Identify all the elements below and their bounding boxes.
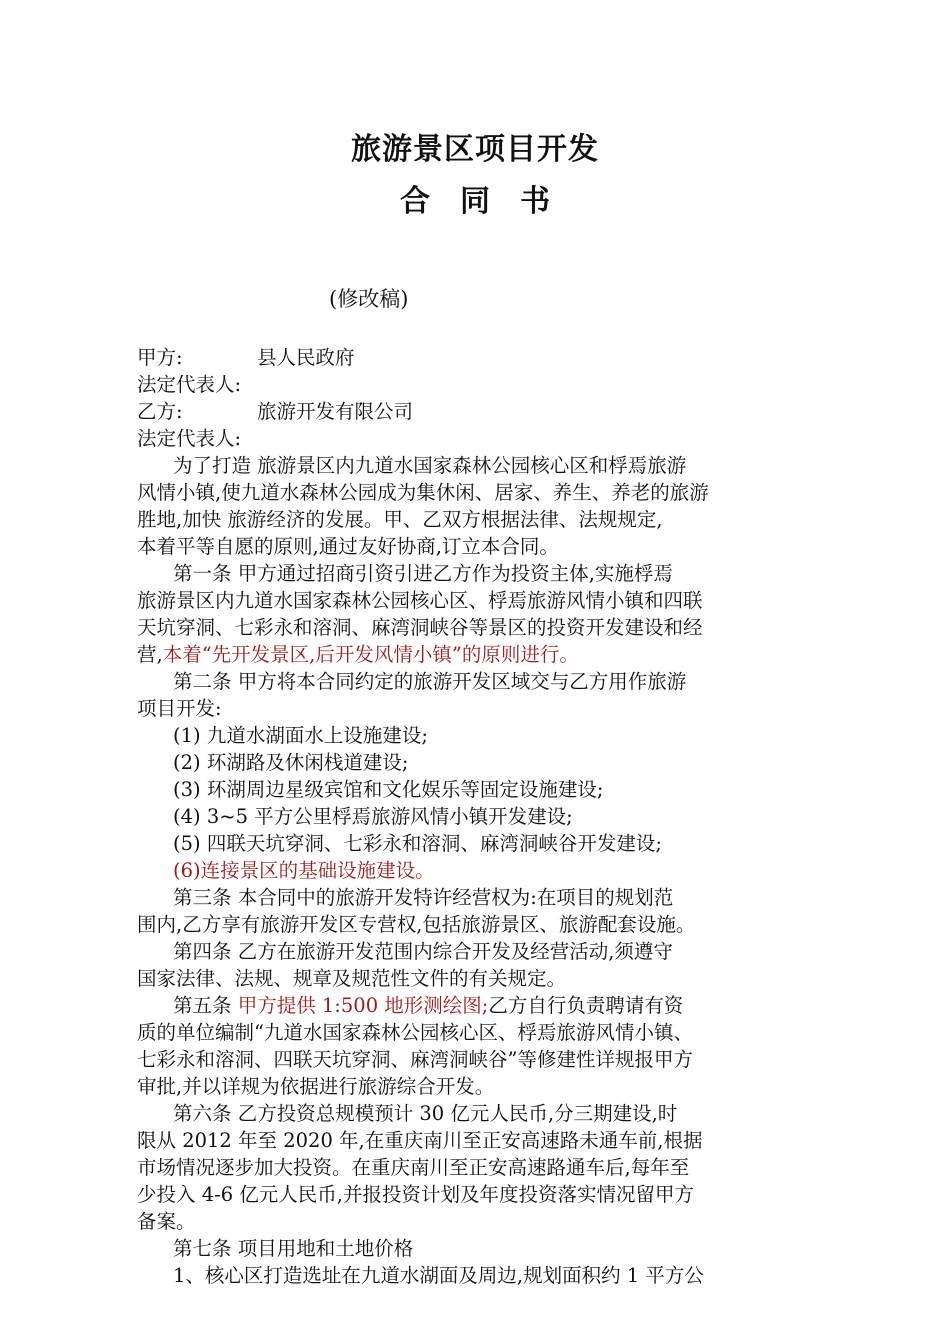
- article-3-line: 第三条 本合同中的旅游开发特许经营权为:在项目的规划范: [173, 886, 674, 909]
- document-title: 旅游景区项目开发: [351, 132, 599, 167]
- article-5-heading: 第五条: [173, 994, 238, 1017]
- party-b-line: [137, 398, 823, 425]
- preamble-line: 风情小镇,使九道水森林公园成为集休闲、居家、养生、养老的旅游: [137, 481, 709, 504]
- article-6-line: 少投入 4-6 亿元人民币,并报投资计划及年度投资落实情况留甲方: [137, 1183, 694, 1206]
- article-6-line: 第六条 乙方投资总规模预计 30 亿元人民币,分三期建设,时: [173, 1102, 678, 1125]
- party-b-label: 乙方:: [137, 400, 183, 423]
- article-1-text: 营,: [137, 643, 163, 666]
- party-a-value: 县人民政府: [257, 346, 355, 369]
- article-5-text: 乙方自行负责聘请有资: [488, 994, 684, 1017]
- document-subtitle: 合同书: [400, 184, 580, 219]
- article-1-highlight: 本着“先开发景区,后开发风情小镇”的原则进行。: [162, 643, 579, 666]
- article-2-item: (1) 九道水湖面水上设施建设;: [173, 724, 428, 747]
- contract-body: [137, 344, 823, 1289]
- legal-rep-a: 法定代表人:: [137, 373, 242, 396]
- article-2-item: (4) 3~5 平方公里桴焉旅游风情小镇开发建设;: [173, 805, 573, 828]
- article-7-line: 1、核心区打造选址在九道水湖面及周边,规划面积约 1 平方公: [173, 1264, 704, 1287]
- article-5-line: [137, 992, 823, 1019]
- party-a-line: [137, 344, 823, 371]
- article-4-line: 国家法律、法规、规章及规范性文件的有关规定。: [137, 967, 567, 990]
- article-5-highlight: 甲方提供 1:500 地形测绘图;: [237, 994, 489, 1017]
- preamble-line: 为了打造 旅游景区内九道水国家森林公园核心区和桴焉旅游: [173, 454, 687, 477]
- article-4-line: 第四条 乙方在旅游开发范围内综合开发及经营活动,须遵守: [173, 940, 673, 963]
- article-7-heading: 第七条 项目用地和土地价格: [173, 1237, 414, 1260]
- article-2-item: (2) 环湖路及休闲栈道建设;: [173, 751, 409, 774]
- article-1-line: 第一条 甲方通过招商引资引进乙方作为投资主体,实施桴焉: [173, 562, 673, 585]
- article-1-line: 天坑穿洞、七彩永和溶洞、麻湾洞峡谷等景区的投资开发建设和经: [137, 616, 703, 639]
- article-2-line: 项目开发:: [137, 697, 222, 720]
- article-6-line: 限从 2012 年至 2020 年,在重庆南川至正安高速路未通车前,根据: [137, 1129, 703, 1152]
- party-a-label: 甲方:: [137, 346, 183, 369]
- article-5-line: 七彩永和溶洞、四联天坑穿洞、麻湾洞峡谷”等修建性详规报甲方: [137, 1048, 693, 1071]
- draft-label: (修改稿): [329, 287, 409, 311]
- article-1-line: 旅游景区内九道水国家森林公园核心区、桴焉旅游风情小镇和四联: [137, 589, 703, 612]
- article-3-line: 围内,乙方享有旅游开发区专营权,包括旅游景区、旅游配套设施。: [137, 913, 696, 936]
- article-6-line: 备案。: [137, 1210, 196, 1233]
- article-2-item: (3) 环湖周边星级宾馆和文化娱乐等固定设施建设;: [173, 778, 604, 801]
- article-5-line: 审批,并以详规为依据进行旅游综合开发。: [137, 1075, 495, 1098]
- article-6-line: 市场情况逐步加大投资。在重庆南川至正安高速路通车后,每年至: [137, 1156, 690, 1179]
- preamble-line: 本着平等自愿的原则,通过友好协商,订立本合同。: [137, 535, 559, 558]
- article-2-line: 第二条 甲方将本合同约定的旅游开发区域交与乙方用作旅游: [173, 670, 687, 693]
- party-b-value: 旅游开发有限公司: [257, 400, 414, 423]
- article-2-item: (5) 四联天坑穿洞、七彩永和溶洞、麻湾洞峡谷开发建设;: [173, 832, 662, 855]
- preamble-line: 胜地,加快 旅游经济的发展。甲、乙双方根据法律、法规规定,: [137, 508, 663, 531]
- article-1-line: [137, 641, 823, 668]
- legal-rep-b: 法定代表人:: [137, 427, 242, 450]
- article-2-item-highlight: (6)连接景区的基础设施建设。: [173, 859, 435, 882]
- article-5-line: 质的单位编制“九道水国家森林公园核心区、桴焉旅游风情小镇、: [137, 1021, 693, 1044]
